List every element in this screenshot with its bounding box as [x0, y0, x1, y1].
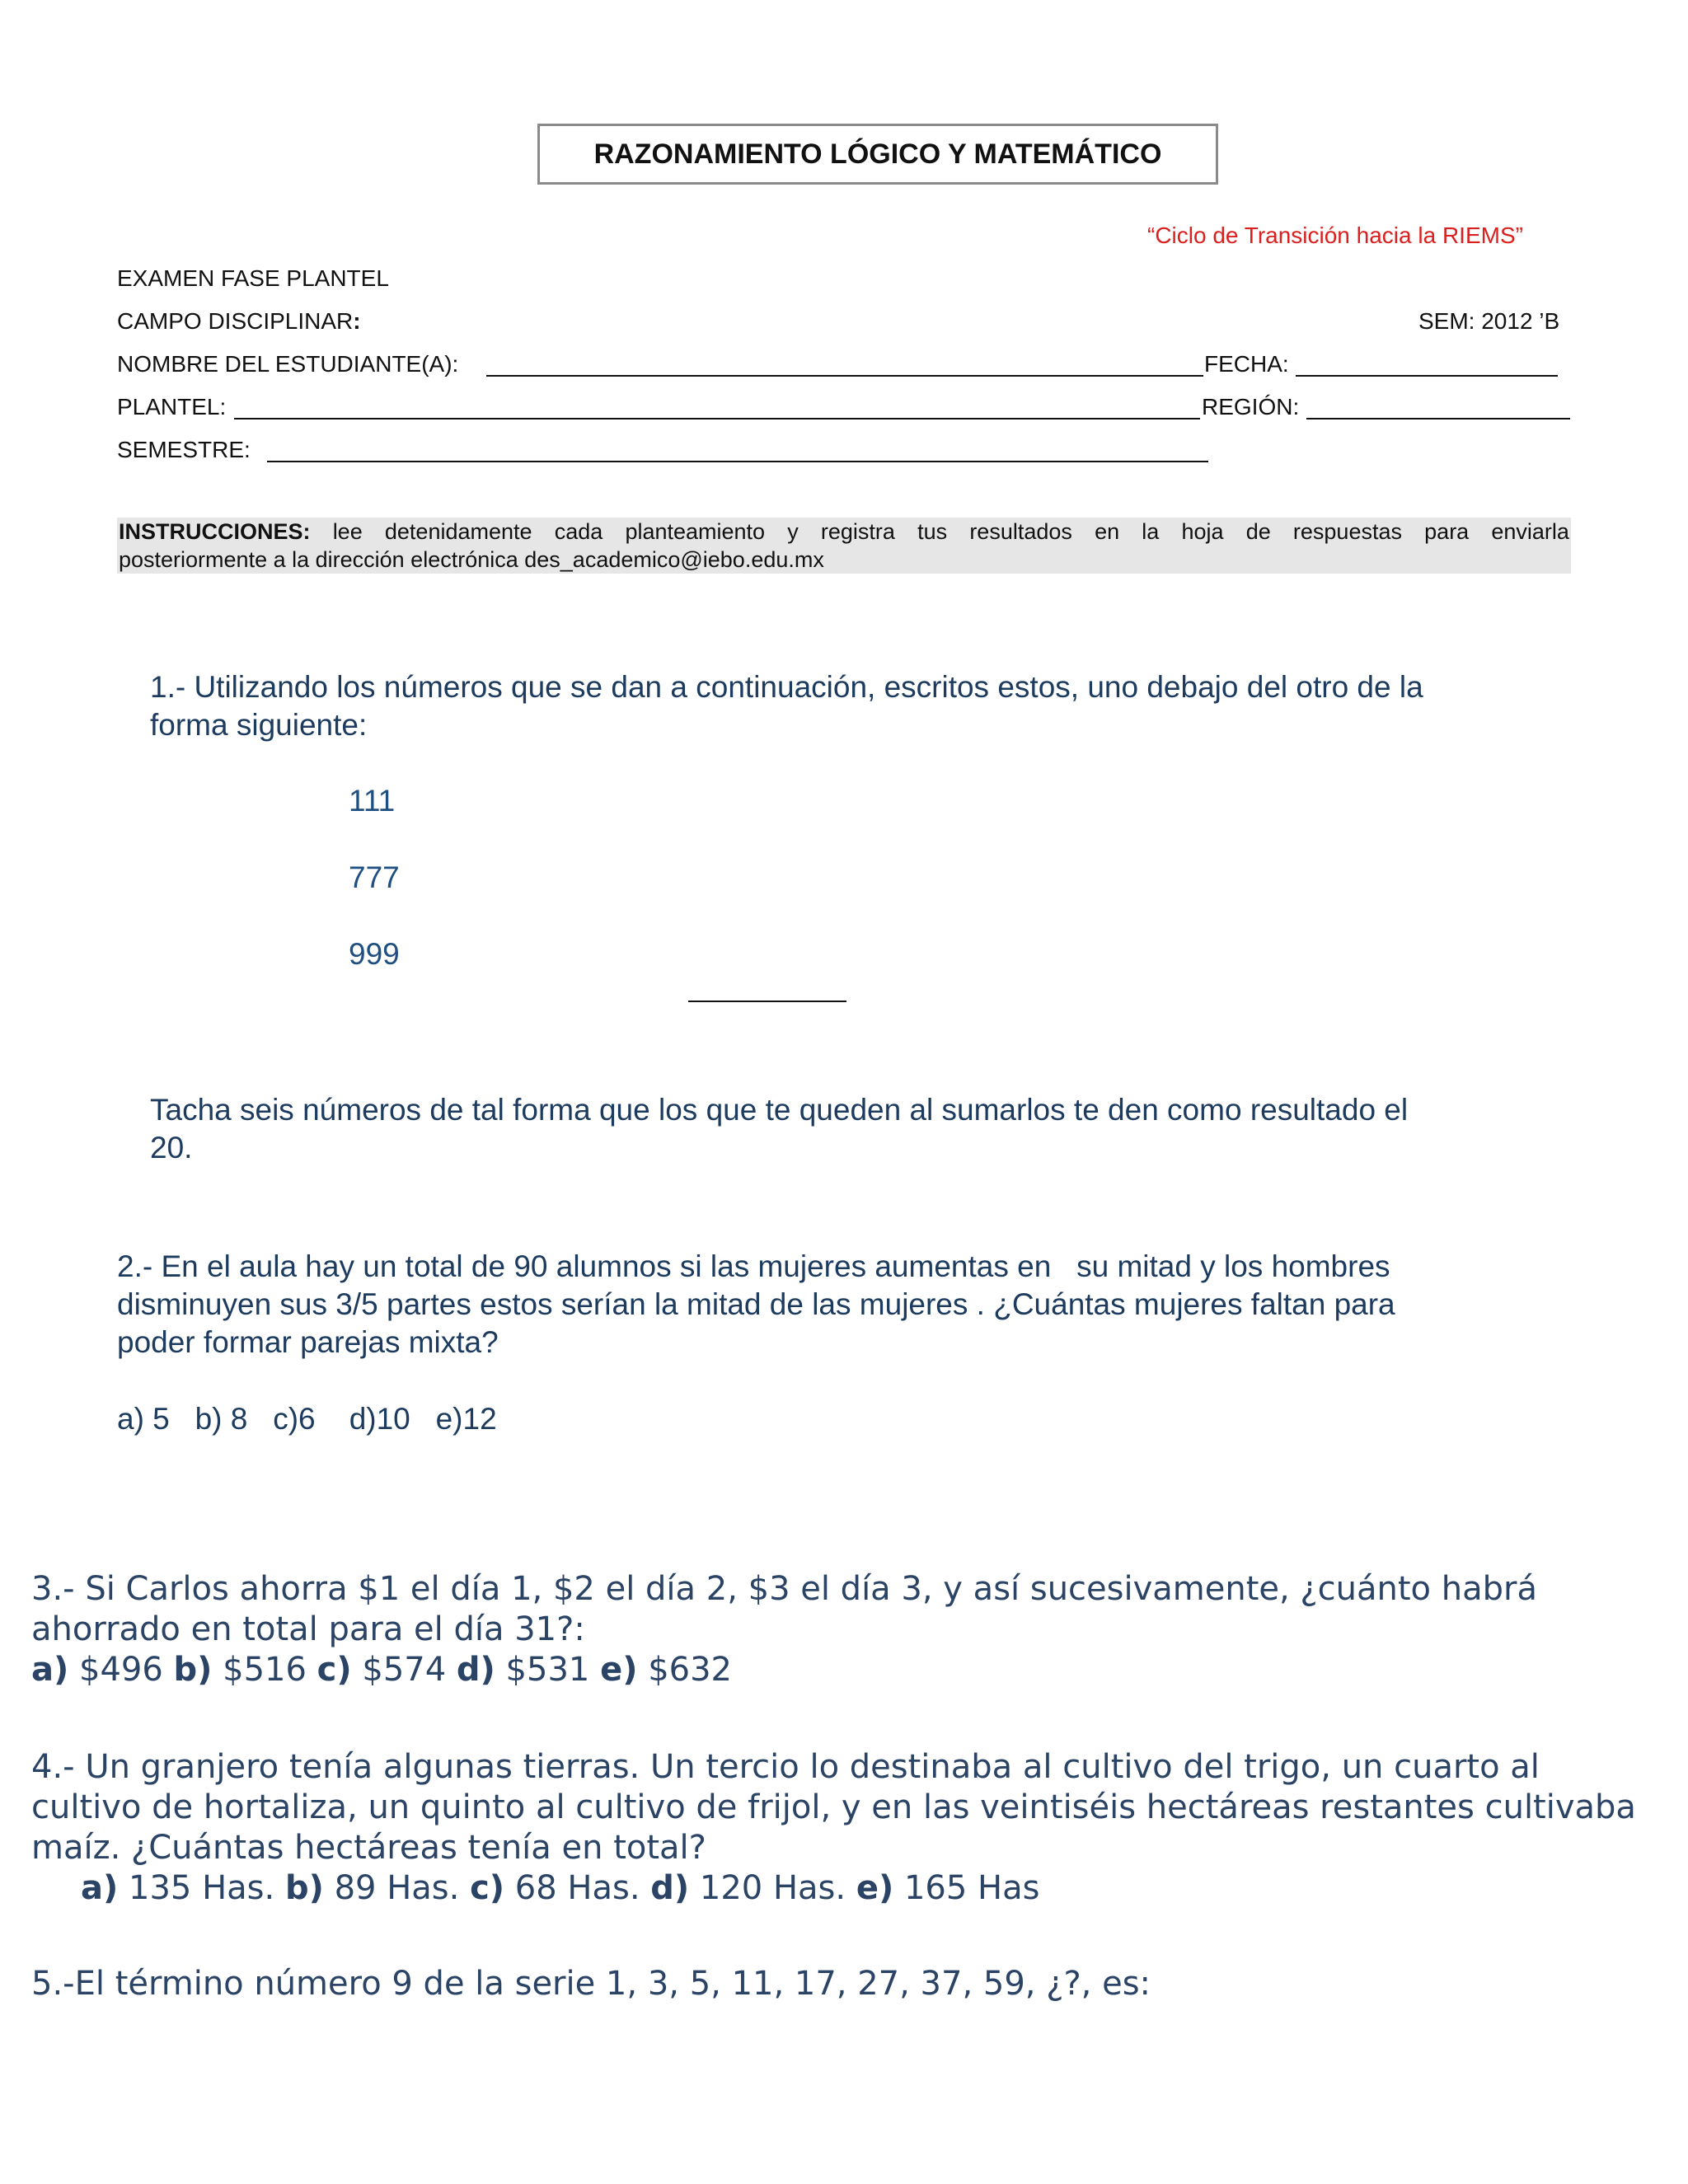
instr-word: tus [917, 519, 948, 544]
q4-option-value: 120 Has. [699, 1869, 846, 1907]
instr-word: de [1245, 519, 1271, 544]
q1-line1: 1.- Utilizando los números que se dan a continuación, escritos estos, uno debajo del otro de la [150, 670, 1423, 704]
campo-text: CAMPO DISCIPLINAR [117, 308, 354, 334]
q3-option-value: $516 [223, 1651, 307, 1689]
q3-option-key: a) [31, 1651, 69, 1689]
q4-option-value: 165 Has [903, 1869, 1040, 1907]
region-label: REGIÓN: [1202, 394, 1300, 419]
campo-colon: : [353, 308, 361, 334]
q2-line2: disminuyen sus 3/5 partes estos serían la mitad de las mujeres . ¿Cuántas mujeres faltan para [117, 1287, 1395, 1321]
q1-instr-line2: 20. [150, 1131, 193, 1165]
nombre-label: NOMBRE DEL ESTUDIANTE(A): [117, 351, 459, 377]
q1-number: 777 [349, 860, 400, 894]
sem-label: SEM: 2012 ’B [1418, 308, 1560, 334]
fecha-field[interactable] [1296, 375, 1558, 377]
q3-option-key: e) [600, 1651, 638, 1689]
q4-option-key: b) [284, 1869, 324, 1907]
q3-options [31, 1650, 1537, 1690]
q1-number: 111 [349, 784, 396, 818]
q4-option-value: 135 Has. [129, 1869, 275, 1907]
q4-line2: cultivo de hortaliza, un quinto al cultivo de frijol, y en las veintiséis hectáreas restantes cultivaba [31, 1788, 1636, 1826]
instr-word: enviarla [1491, 519, 1569, 544]
q1-line2: forma siguiente: [150, 708, 368, 742]
q1-number: 999 [349, 937, 400, 971]
instr-word: registra [820, 519, 895, 544]
instr-word: la [1142, 519, 1160, 544]
region-field[interactable] [1306, 418, 1570, 419]
q4-option-value: 89 Has. [334, 1869, 460, 1907]
title-text: RAZONAMIENTO LÓGICO Y MATEMÁTICO [593, 138, 1162, 170]
instr-word: detenidamente [384, 519, 532, 544]
instr-word: respuestas [1292, 519, 1402, 544]
q3-option-key: b) [173, 1651, 213, 1689]
q3-option-value: $496 [79, 1651, 163, 1689]
q4-line3: maíz. ¿Cuántas hectáreas tenía en total? [31, 1829, 706, 1867]
instructions-label: INSTRUCCIONES: [119, 519, 311, 544]
plantel-field[interactable] [234, 418, 1200, 419]
instr-word: en [1095, 519, 1120, 544]
instructions-box [117, 518, 1571, 574]
q4-option-key: e) [856, 1869, 894, 1907]
fecha-label: FECHA: [1204, 351, 1289, 377]
q2-options: a) 5 b) 8 c)6 d)10 e)12 [117, 1402, 497, 1436]
q4-option-key: a) [81, 1869, 119, 1907]
q1-text [150, 668, 1423, 744]
q2-text [117, 1248, 1395, 1361]
q4-option-key: c) [470, 1869, 505, 1907]
q3-option-key: c) [316, 1651, 352, 1689]
q3-option-value: $632 [648, 1651, 732, 1689]
q3-option-value: $531 [505, 1651, 590, 1689]
q4-option-key: d) [650, 1869, 690, 1907]
instructions-line1 [117, 518, 1571, 546]
plantel-label: PLANTEL: [117, 394, 227, 419]
q1-sum-line [688, 1001, 846, 1002]
q5-text: 5.-El término número 9 de la serie 1, 3, 5, 11, 17, 27, 37, 59, ¿?, es: [31, 1965, 1151, 2003]
instr-word: planteamiento [625, 519, 766, 544]
exam-label: EXAMEN FASE PLANTEL [117, 265, 389, 291]
semestre-label: SEMESTRE: [117, 437, 251, 462]
q4-option-value: 68 Has. [514, 1869, 640, 1907]
nombre-field[interactable] [486, 375, 1203, 377]
semestre-field[interactable] [267, 461, 1208, 462]
instr-word: hoja [1181, 519, 1224, 544]
instructions-line2: posteriormente a la dirección electrónica des_academico@iebo.edu.mx [119, 547, 824, 572]
subtitle: “Ciclo de Transición hacia la RIEMS” [1147, 223, 1523, 248]
q1-instruction [150, 1091, 1408, 1167]
q3-line1: 3.- Si Carlos ahorra $1 el día 1, $2 el día 2, $3 el día 3, y así sucesivamente, ¿cuánto habrá [31, 1570, 1537, 1608]
q3-option-value: $574 [362, 1651, 447, 1689]
q4-text [31, 1747, 1636, 1909]
instr-word: resultados [969, 519, 1072, 544]
instr-word: y [787, 519, 799, 544]
q1-instr-line1: Tacha seis números de tal forma que los que te queden al sumarlos te den como resultado el [150, 1093, 1409, 1127]
campo-label [117, 308, 361, 335]
instr-word: lee [332, 519, 363, 544]
q4-line1: 4.- Un granjero tenía algunas tierras. Un tercio lo destinaba al cultivo del trigo, un cuarto al [31, 1748, 1540, 1786]
instr-word: para [1424, 519, 1470, 544]
q3-line2: ahorrado en total para el día 31?: [31, 1610, 585, 1648]
q3-option-key: d) [456, 1651, 495, 1689]
instr-word: cada [554, 519, 603, 544]
q2-line1: 2.- En el aula hay un total de 90 alumnos si las mujeres aumentas en su mitad y los hombres [117, 1249, 1390, 1283]
page-title [537, 124, 1218, 185]
q4-options [31, 1868, 1636, 1909]
q3-text [31, 1569, 1537, 1690]
q2-line3: poder formar parejas mixta? [117, 1325, 499, 1359]
